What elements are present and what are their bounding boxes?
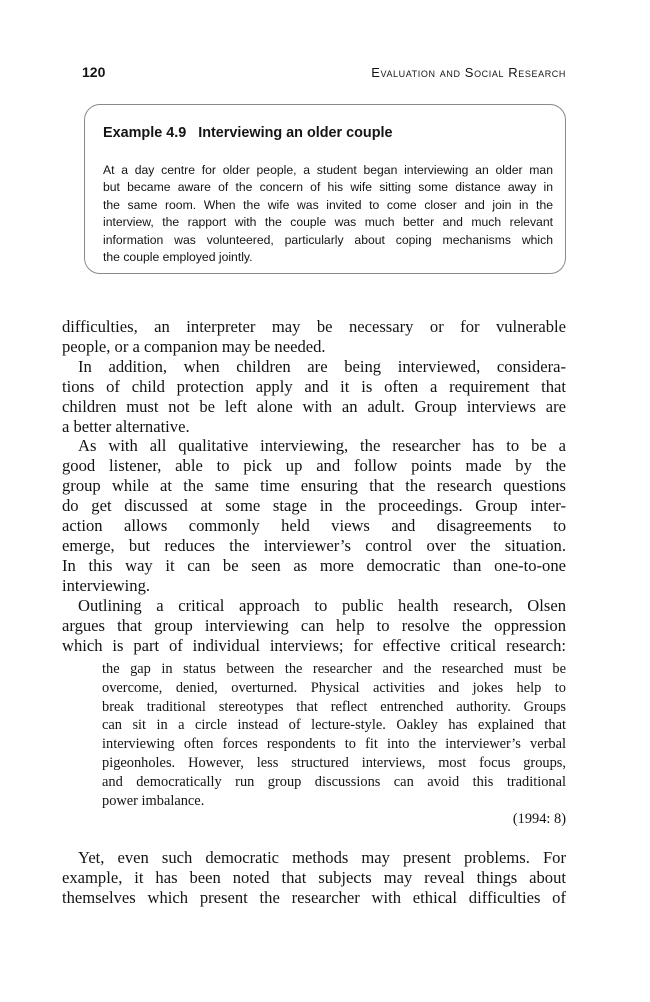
body-text-continued xyxy=(62,848,566,908)
body-text xyxy=(62,317,566,655)
body-line: do get discussed at some stage in the proceedings. Group inter- xyxy=(62,496,566,516)
quote-citation: (1994: 8) xyxy=(512,811,566,828)
example-label: Example 4.9 xyxy=(103,125,187,141)
body-line: emerge, but reduces the interviewer’s control over the situation. xyxy=(62,535,566,555)
example-title: Interviewing an older couple xyxy=(198,125,393,141)
example-line: the same room. When the wife was invited to come closer and join in the xyxy=(103,197,553,212)
body-line: group while at the same time ensuring that the research questions xyxy=(62,476,566,496)
example-box xyxy=(84,104,566,274)
example-line: but became aware of the concern of his wife sitting some distance away in xyxy=(103,180,553,195)
quote-line: overcome, denied, overturned. Physical activities and jokes help to xyxy=(102,679,566,696)
body-line: good listener, able to pick up and follow points made by the xyxy=(62,456,566,476)
example-text xyxy=(103,162,553,266)
body-line: themselves which present the researcher with ethical difficulties of xyxy=(62,888,566,907)
body-line: example, it has been noted that subjects may reveal things about xyxy=(62,868,566,887)
body-line: a better alternative. xyxy=(62,416,190,436)
running-head xyxy=(82,64,566,84)
quote-line: the gap in status between the researcher and the researched must be xyxy=(102,661,566,677)
example-line: At a day centre for older people, a student began interviewing an older man xyxy=(103,163,553,177)
body-line: people, or a companion may be needed. xyxy=(62,336,326,356)
page-number: 120 xyxy=(82,64,106,80)
quote-line: and democratically run group discussions can avoid this traditional xyxy=(102,773,566,790)
quote-line: interviewing often forces respondents to fit into the interviewer’s verbal xyxy=(102,736,566,753)
block-quote xyxy=(102,660,566,829)
body-line: Yet, even such democratic methods may present problems. For xyxy=(78,848,566,867)
section-title: Evaluation and Social Research xyxy=(371,65,566,80)
example-heading xyxy=(103,125,393,141)
body-line: action allows commonly held views and disagreements to xyxy=(62,516,566,536)
body-line: As with all qualitative interviewing, the researcher has to be a xyxy=(78,436,566,456)
body-line: argues that group interviewing can help to resolve the oppression xyxy=(62,615,566,635)
quote-line: can sit in a circle instead of lecture-style. Oakley has explained that xyxy=(102,717,566,734)
example-line: information was volunteered, particularly about coping mechanisms which xyxy=(103,232,553,247)
body-line: difficulties, an interpreter may be necessary or for vulnerable xyxy=(62,317,566,336)
body-line: children must not be left alone with an adult. Group interviews are xyxy=(62,396,566,416)
example-line: the couple employed jointly. xyxy=(103,250,253,265)
body-line: tions of child protection apply and it is often a requirement that xyxy=(62,376,566,396)
quote-line: pigeonholes. However, less structured interviews, most focus groups, xyxy=(102,754,566,771)
quote-line: break traditional stereotypes that reflect entrenched authority. Groups xyxy=(102,698,566,715)
body-line: which is part of individual interviews; for effective critical research: xyxy=(62,635,566,655)
body-line: Outlining a critical approach to public health research, Olsen xyxy=(78,595,566,615)
body-line: In this way it can be seen as more democratic than one-to-one xyxy=(62,555,566,575)
quote-line: power imbalance. xyxy=(102,792,205,809)
body-line: In addition, when children are being interviewed, considera- xyxy=(78,356,566,376)
body-line: interviewing. xyxy=(62,575,151,595)
example-line: interview, the rapport with the couple was much better and much relevant xyxy=(103,215,553,230)
